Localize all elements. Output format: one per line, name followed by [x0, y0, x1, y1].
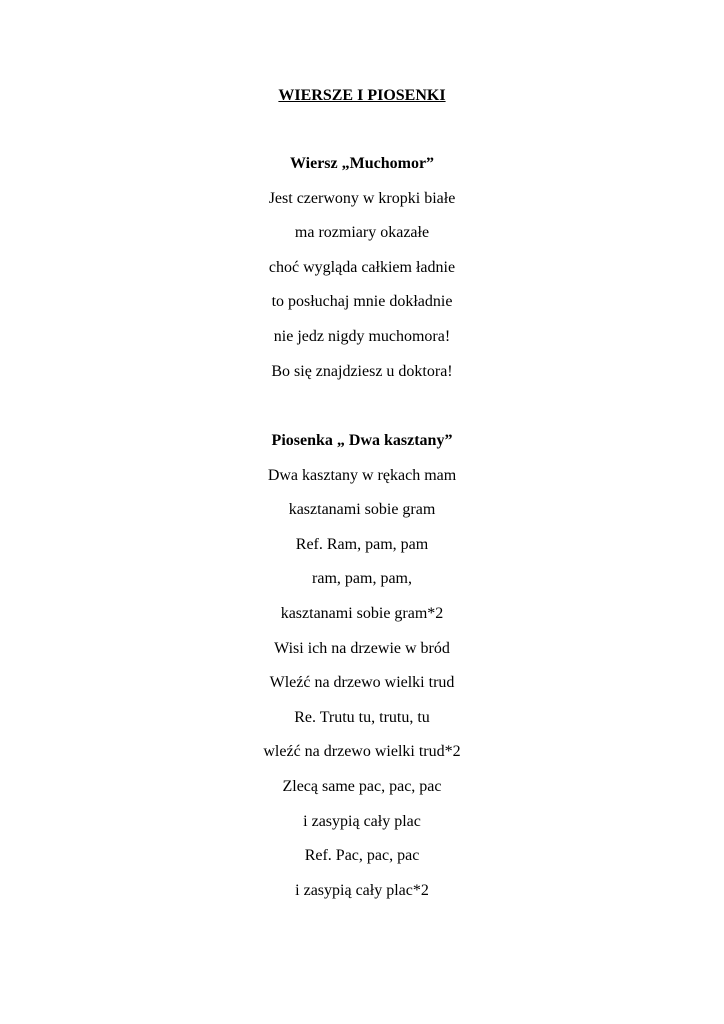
song-line: Wisi ich na drzewie w bród [274, 639, 450, 657]
song-line: Wleźć na drzewo wielki trud [269, 674, 455, 692]
song-section [0, 431, 724, 915]
document-title: WIERSZE I PIOSENKI [278, 87, 446, 104]
poem-line: choć wygląda całkiem ładnie [268, 258, 456, 276]
song-line: Re. Trutu tu, trutu, tu [294, 708, 430, 726]
song-line: Zlecą same pac, pac, pac [282, 777, 442, 795]
song-heading: Piosenka „ Dwa kasztany” [271, 432, 453, 449]
poem-heading: Wiersz „Muchomor” [289, 155, 435, 172]
song-line: wleźć na drzewo wielki trud*2 [263, 743, 461, 761]
song-line: i zasypią cały plac [303, 812, 421, 830]
poem-line: Bo się znajdziesz u doktora! [271, 362, 453, 380]
song-line: kasztanami sobie gram*2 [280, 604, 444, 622]
poem-line: to posłuchaj mnie dokładnie [271, 293, 453, 311]
song-line: i zasypią cały plac*2 [295, 881, 429, 899]
poem-line: ma rozmiary okazałe [294, 224, 430, 242]
song-line: Ref. Pac, pac, pac [304, 847, 420, 865]
poem-section [0, 154, 724, 396]
poem-line: nie jedz nigdy muchomora! [273, 327, 451, 345]
poem-line: Jest czerwony w kropki białe [268, 189, 456, 207]
song-line: Ref. Ram, pam, pam [295, 535, 429, 553]
song-line: Dwa kasztany w rękach mam [267, 466, 457, 484]
song-line: kasztanami sobie gram [288, 501, 436, 519]
song-line: ram, pam, pam, [312, 570, 412, 588]
